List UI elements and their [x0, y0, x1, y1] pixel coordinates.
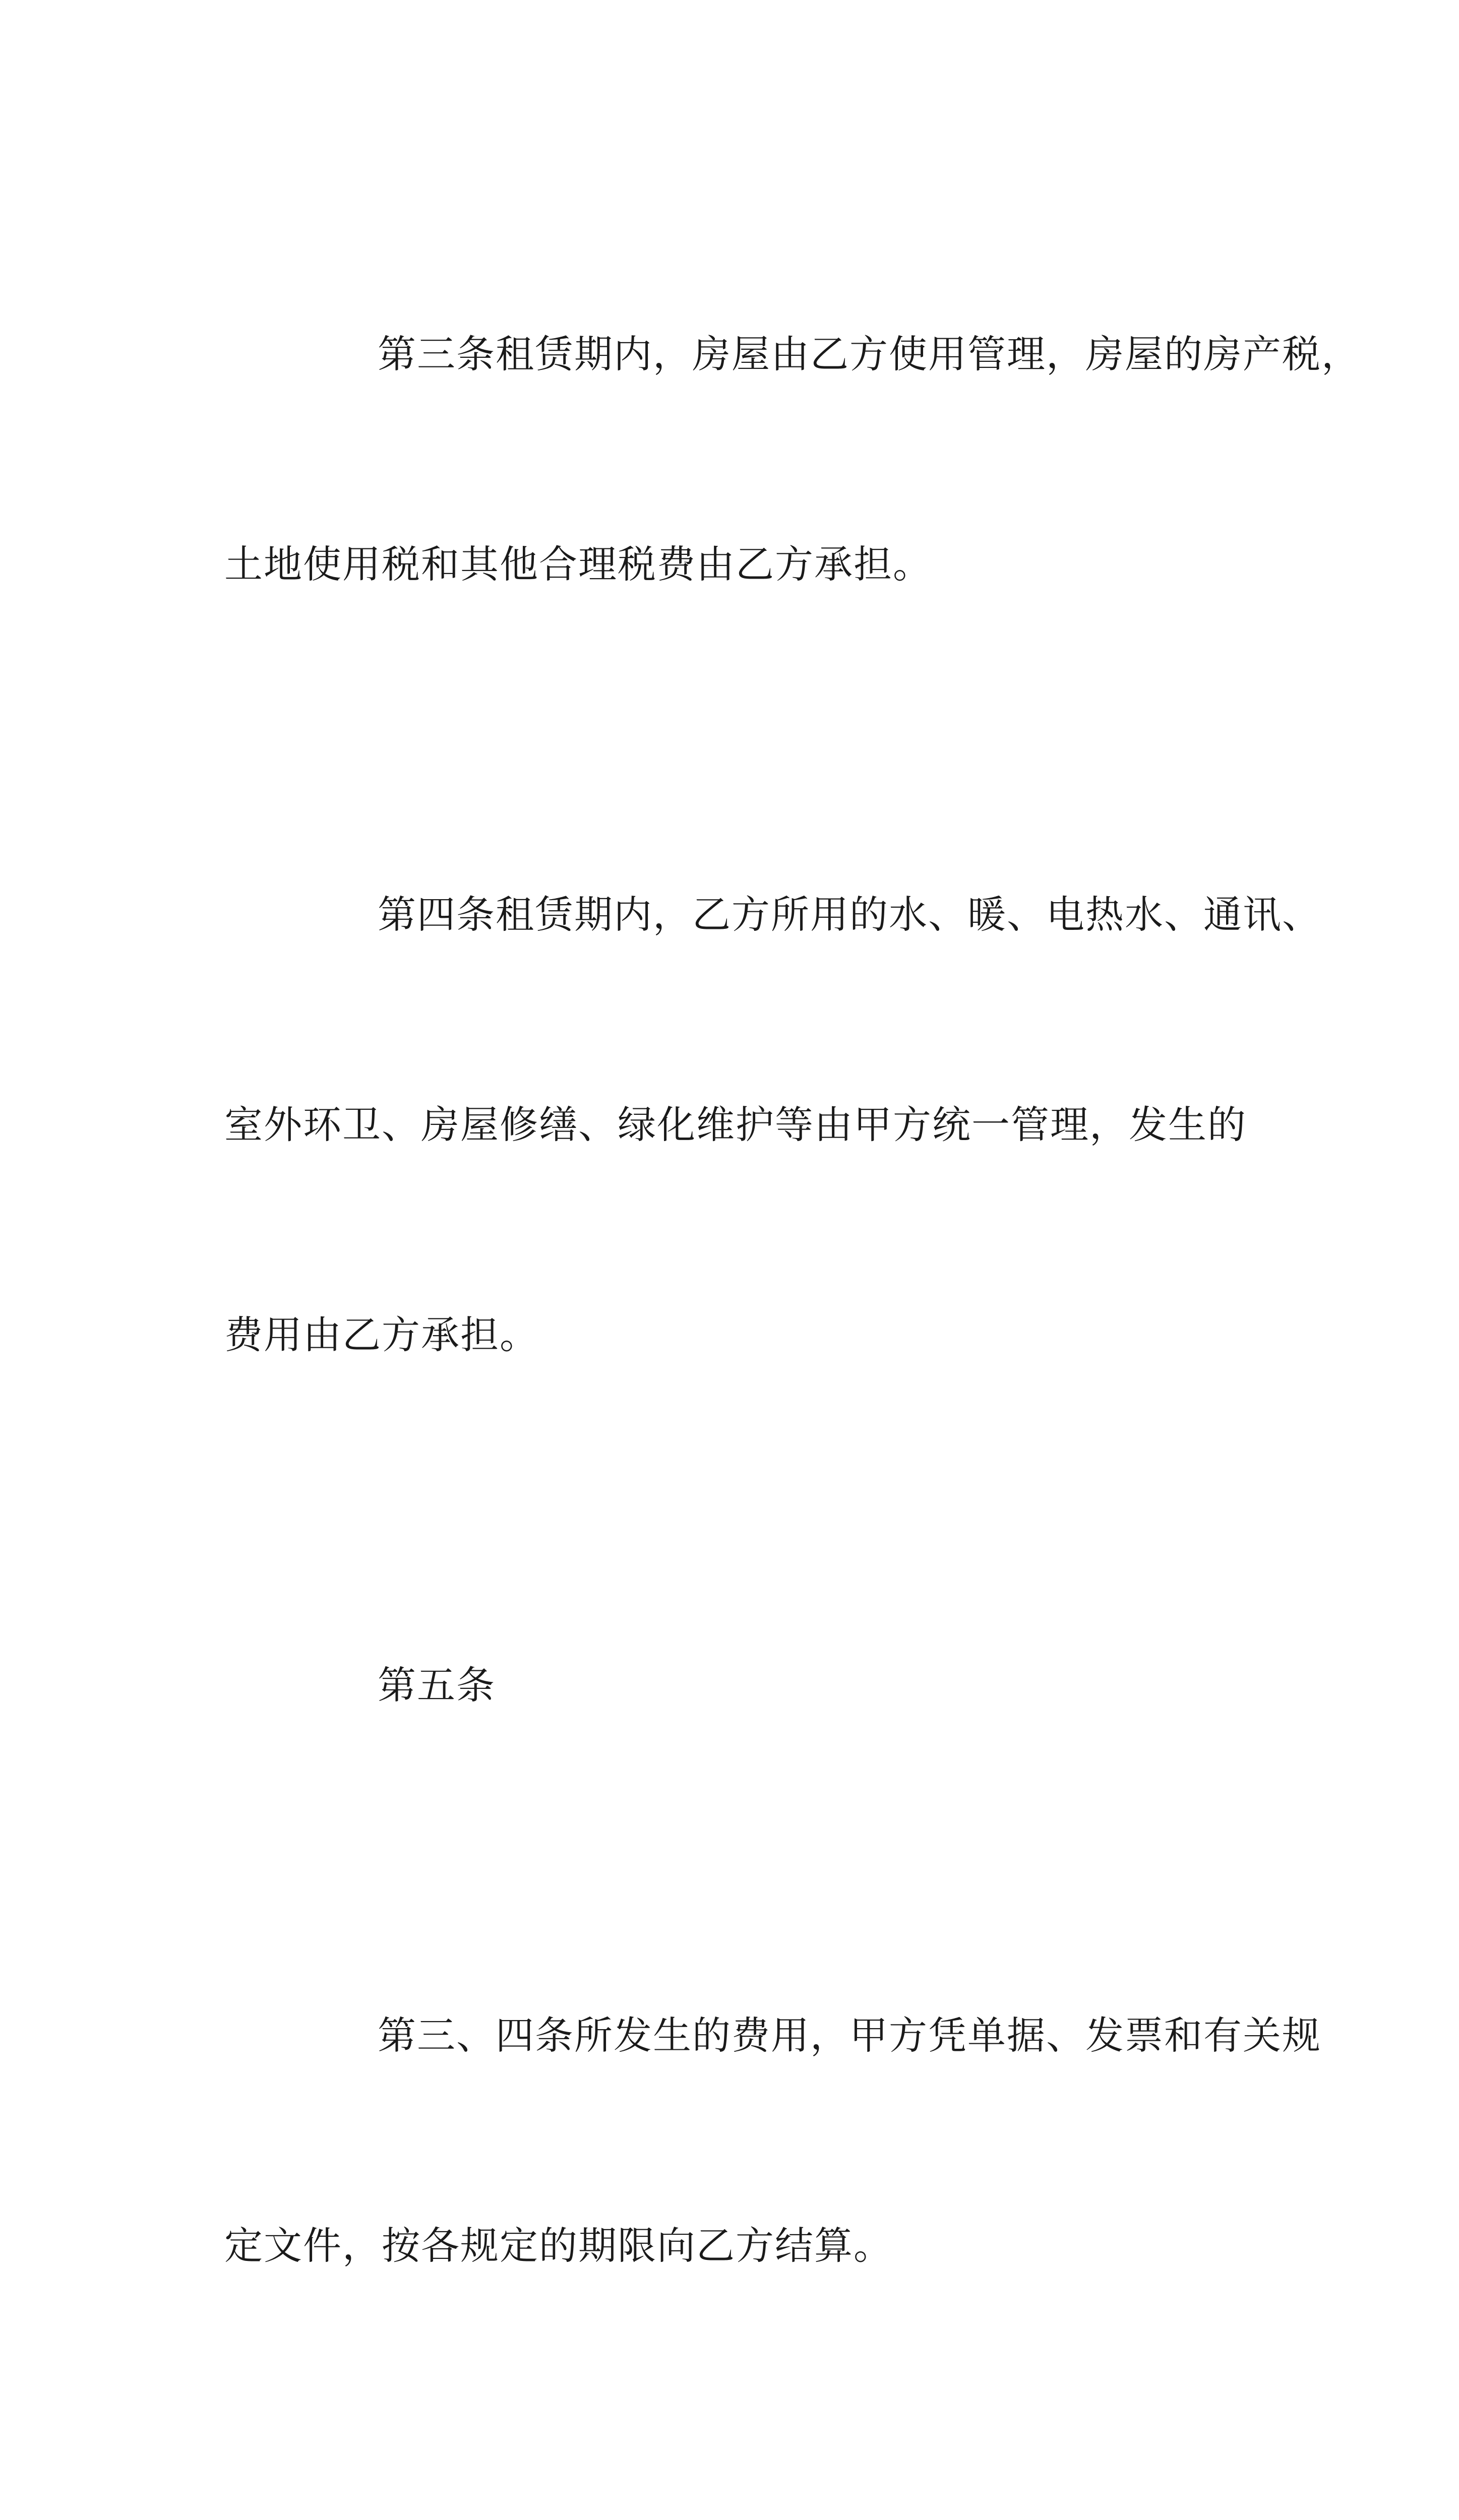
text-line: 土地使用税和其他合理税费由乙方承担。	[224, 542, 932, 587]
clause-6	[224, 2421, 1250, 2520]
text-line: 室外环卫、房屋修缮、绿化维护等由甲方统一管理，发生的	[224, 1102, 1247, 1147]
text-line: 费用由乙方承担。	[224, 1312, 539, 1357]
clause-3	[224, 179, 1361, 739]
text-line: 定文件，按各规定的期限向乙方结算。	[224, 2223, 893, 2268]
text-line: 第五条	[378, 1663, 496, 1708]
clause-5-body	[224, 1860, 1321, 2421]
text-line: 第四条租赁期内，乙方所用的水、暖、电热水、通讯、	[378, 892, 1321, 937]
text-line: 第三条租赁期内，房屋由乙方使用管理，房屋的房产税，	[378, 332, 1361, 376]
text-line: 第三、四条所发生的费用，甲方凭单据、发票和有关规	[378, 2013, 1321, 2058]
clause-5-heading	[224, 1510, 1250, 1860]
document-body	[224, 179, 1361, 2520]
clause-4	[224, 739, 1321, 1510]
